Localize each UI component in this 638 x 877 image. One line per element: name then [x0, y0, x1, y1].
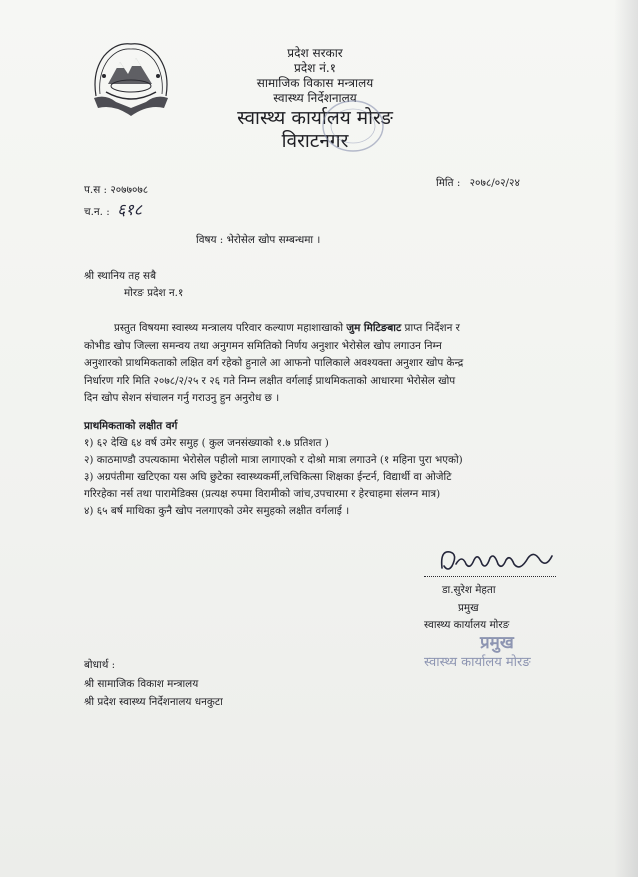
ps-number [84, 182, 148, 199]
priority-item-2: २) काठमाण्डौ उपत्यकामा भेरोसेल पहीलो मात्रा लागाएको र दोश्रो मात्रा लगाउने (१ महिना पुरा भएको) [84, 454, 463, 466]
ps-value: २०७७०७८ [110, 184, 149, 196]
body-line-5: दिन खोप सेशन संचालन गर्नु गराउनु हुन अनुरोध छ । [84, 392, 280, 404]
cn-label: च.न. : [84, 206, 110, 218]
cn-number [84, 201, 142, 221]
priority-item-4: ४) ६५ बर्ष माथिका कुनै खोप नलगाएको उमेर समुहको लक्षीत वर्गलाई । [84, 505, 350, 517]
handwritten-signature [436, 540, 556, 580]
letterhead-office-name: स्वास्थ्य कार्यालय मोरङ [237, 107, 393, 129]
body-line-1-bold: जुम मिटिङबाट [346, 322, 402, 334]
priority-item-3-continued: गरिरहेका नर्स तथा पारामेडिक्स (प्रत्यक्ष रुपमा विरामीको जांच,उपचारमा र हेरचाहमा संलग्न मात्र) [84, 488, 441, 500]
body-line-1c: प्राप्त निर्देशन र [404, 322, 460, 334]
letterhead-city: विराटनगर [281, 130, 349, 152]
nepal-emblem-icon [86, 36, 176, 120]
cn-value: ६१८ [117, 200, 143, 219]
page-shadow-edge [614, 0, 638, 877]
letterhead-line3: सामाजिक विकास मन्त्रालय [256, 76, 374, 90]
letterhead-line2: प्रदेश नं.१ [294, 61, 336, 75]
recipient-line1: श्री स्थानिय तह सबै [84, 270, 157, 282]
letterhead-line4: स्वास्थ्य निर्देशनालय [273, 91, 357, 105]
recipient-line2: मोरङ प्रदेश न.१ [124, 287, 184, 299]
date-label: मिति : [436, 177, 461, 189]
letterhead-line1: प्रदेश सरकार [287, 46, 343, 60]
signatory-office: स्वास्थ्य कार्यालय मोरङ [424, 619, 510, 631]
body-line-2: कोभीड खोप जिल्ला समन्वय तथा अनुगमन समितिको निर्णय अनुशार भेरोसेल खोप लगाउन निम्न [84, 339, 442, 352]
signature-dotted-line [424, 576, 556, 577]
cc-item-1: श्री सामाजिक विकाश मन्त्रालय [84, 678, 199, 690]
stamp-title: प्रमुख [480, 633, 514, 653]
office-seal-stamp-icon [318, 96, 388, 156]
priority-heading: प्राथमिकताको लक्षीत वर्ग [84, 420, 178, 432]
subject-line: विषय : भेरोसेल खोप सम्बन्धमा । [196, 234, 321, 246]
cc-item-2: श्री प्रदेश स्वास्थ्य निर्देशनालय धनकुटा [84, 696, 223, 708]
signatory-name: डा.सुरेश मेहता [442, 584, 496, 596]
priority-item-3: ३) अग्रपंतीमा खटिएका यस अघि छुटेका स्वास्थ्यकर्मी,लचिकित्सा शिक्षका ईन्टर्न, विद्यार्थी वा ओजेटि [84, 471, 452, 483]
ps-label: प.स : [84, 184, 108, 196]
body-line-4: निर्धारण गरि मिति २०७८/२/२५ र २६ गते निम्न लक्षीत वर्गलाई प्राथमिकताको आधारमा भेरोसेल खोप [84, 374, 456, 387]
date-value: २०७८/०२/२४ [469, 177, 520, 189]
letter-date [436, 175, 520, 192]
stamp-office: स्वास्थ्य कार्यालय मोरङ [424, 655, 531, 670]
cc-label: बोधार्थ : [84, 659, 116, 671]
body-paragraph [84, 320, 554, 408]
signatory-title: प्रमुख [458, 602, 479, 614]
priority-item-1: १) ६२ देखि ६४ वर्ष उमेर समुह ( कुल जनसंख्याको १.७ प्रतिशत ) [84, 437, 329, 449]
body-line-3: अनुशारको प्राथमिकताको लक्षित वर्ग रहेको हुनाले आ आफनो पालिकाले अवश्यक्ता अनुशार खोप केन्द्र [84, 357, 464, 369]
body-line-1a: प्रस्तुत विषयमा स्वास्थ्य मन्त्रालय परिवार कल्याण महाशाखाको [114, 322, 344, 334]
body-line-1 [84, 320, 554, 338]
